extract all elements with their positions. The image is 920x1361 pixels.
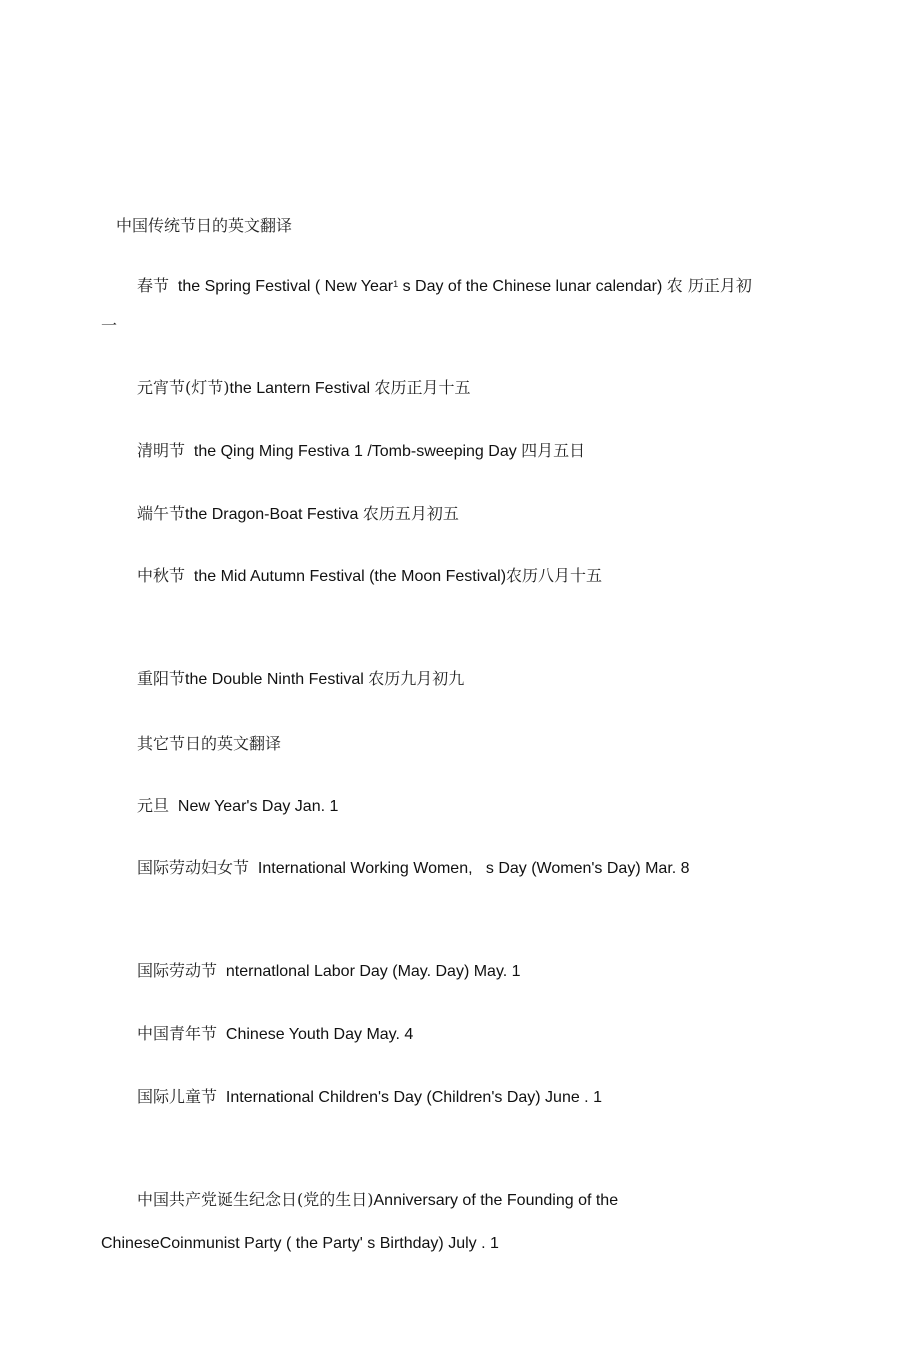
entry-en-name: International Working Women, s Day (Women's Day) Mar. 8 [257, 860, 690, 877]
entry-cn-name: 清明节 [137, 441, 186, 460]
entry-cn-name: 端午节 [137, 504, 186, 523]
entry-lantern-festival [137, 377, 470, 400]
entry-cn-date: 农 历正月初 [666, 276, 752, 295]
entry-cn-name: 元旦 [137, 796, 170, 815]
entry-en-name: New Year's Day Jan. 1 [177, 798, 339, 815]
entry-en-name: the Spring Festival ( New Year [177, 278, 394, 295]
entry-spring-festival-wrap: 一 [101, 316, 118, 335]
entry-womens-day [137, 857, 690, 880]
entry-en-name-cont: s Day of the Chinese lunar calendar) [398, 278, 663, 295]
entry-cn-date: 四月五日 [521, 441, 586, 460]
entry-mid-autumn-festival [137, 565, 602, 588]
entry-cn-name: 春节 [137, 276, 170, 295]
entry-party-anniversary-wrap: ChineseCoinmunist Party ( the Party' s Birthday) July . 1 [101, 1235, 499, 1252]
entry-dragon-boat-festival [137, 503, 459, 526]
entry-en-name: Chinese Youth Day May. 4 [225, 1026, 414, 1043]
entry-youth-day [137, 1023, 413, 1046]
entry-cn-name: 国际劳动节 [137, 961, 218, 980]
entry-labor-day [137, 960, 521, 983]
entry-cn-name: 中秋节 [137, 566, 186, 585]
entry-cn-name: 国际儿童节 [137, 1087, 218, 1106]
entry-en-name: the Mid Autumn Festival (the Moon Festival) [193, 568, 507, 585]
entry-cn-name: 元宵节(灯节) [137, 378, 230, 397]
entry-en-name: International Children's Day (Children's Day) June . 1 [225, 1089, 602, 1106]
entry-en-name: nternatlonal Labor Day (May. Day) May. 1 [225, 963, 521, 980]
entry-party-anniversary [137, 1189, 618, 1212]
entry-en-name: the Qing Ming Festiva 1 /Tomb-sweeping Day [193, 443, 522, 460]
entry-qingming-festival [137, 440, 585, 463]
entry-cn-name: 国际劳动妇女节 [137, 858, 250, 877]
entry-en-name: Anniversary of the Founding of the [373, 1192, 619, 1209]
entry-en-name: the Dragon-Boat Festiva [185, 506, 363, 523]
entry-en-name: the Double Ninth Festival [185, 671, 369, 688]
entry-en-name: the Lantern Festival [229, 380, 375, 397]
entry-cn-name: 中国共产党诞生纪念日(党的生日) [137, 1190, 374, 1209]
entry-new-years-day [137, 795, 338, 818]
entry-spring-festival [137, 275, 752, 298]
entry-cn-date: 农历九月初九 [368, 669, 465, 688]
entry-cn-date: 农历正月十五 [374, 378, 471, 397]
entry-double-ninth-festival [137, 668, 464, 691]
section-title-traditional: 中国传统节日的英文翻译 [116, 216, 293, 235]
section-title-other: 其它节日的英文翻译 [137, 734, 282, 753]
entry-childrens-day [137, 1086, 602, 1109]
entry-cn-name: 中国青年节 [137, 1024, 218, 1043]
footnote-mark: 1 [393, 279, 399, 289]
entry-cn-date: 农历八月十五 [506, 566, 603, 585]
entry-cn-name: 重阳节 [137, 669, 186, 688]
entry-cn-date: 农历五月初五 [362, 504, 459, 523]
